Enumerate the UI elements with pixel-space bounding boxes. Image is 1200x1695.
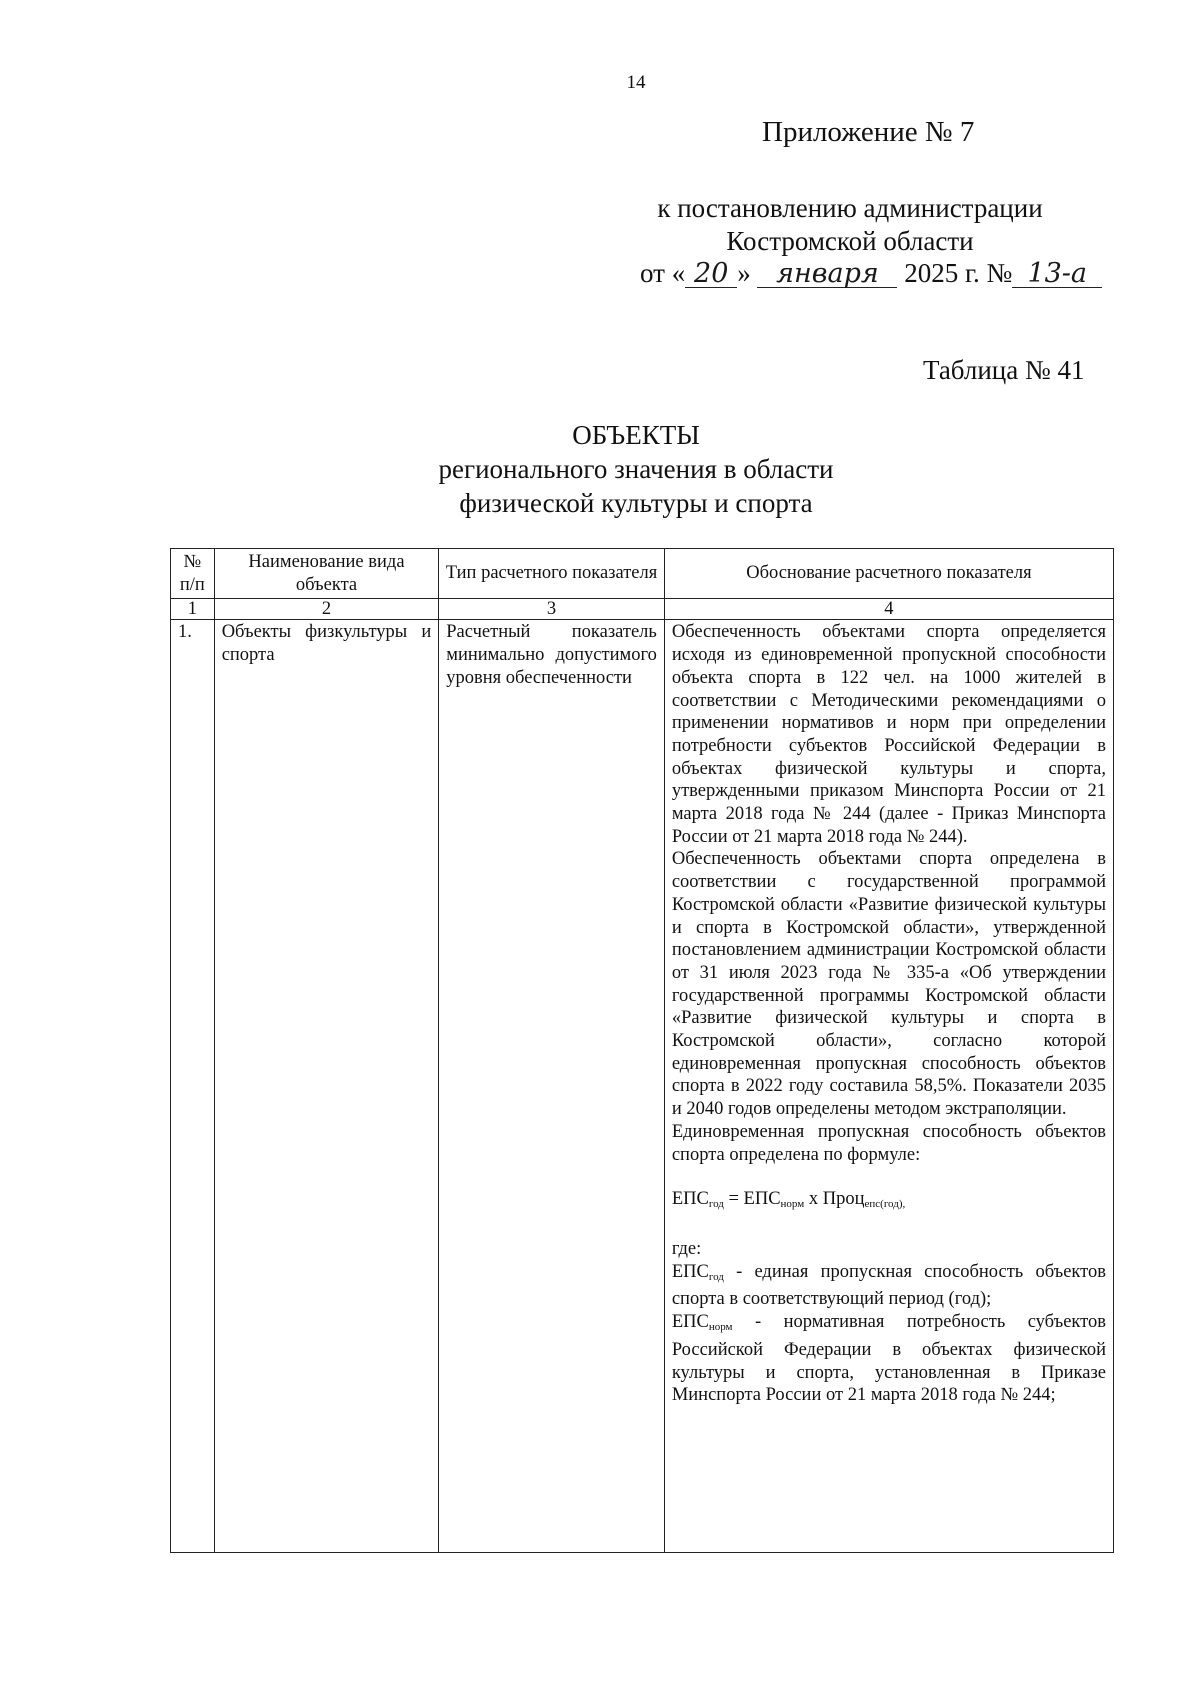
definition-eps-year: $ЕПС_{год}$ - единая пропускная способность объектов спорта в соответствующий период (год); (671, 1261, 1106, 1310)
col-num-4: 4 (664, 599, 1113, 620)
column-number-row (171, 599, 1114, 620)
header-name: Наименование вида объекта (214, 549, 439, 599)
handwritten-number: 13-а (1012, 261, 1102, 288)
object-name-cell (214, 620, 439, 1553)
decree-reference (600, 192, 1100, 258)
decree-date-line (640, 258, 1102, 289)
indicator-type-cell (439, 620, 665, 1553)
header-justification: Обоснование расчетного показателя (664, 549, 1113, 599)
objects-table (170, 548, 1114, 1553)
date-year: 2025 г. № (904, 258, 1013, 288)
annex-title: Приложение № 7 (762, 116, 975, 148)
decree-line-1: к постановлению администрации (657, 193, 1043, 223)
definition-eps-norm: $ЕПС_{норм}$ - нормативная потребность субъектов Российской Федерации в объектах физической культуры и спорта, установленная в Приказе Минспорта России от 21 марта 2018 года № 244; (671, 1312, 1106, 1406)
table-row (171, 620, 1114, 1553)
justification-cell (664, 620, 1113, 1553)
justification-paragraph-1: Обеспеченность объектами спорта определяется исходя из единовременной пропускной способности объекта спорта в 122 чел. на 1000 жителей в соответствии с Методическими рекомендациями о применении нормативов и норм при определении потребности субъектов Российской Федерации в объектах физической культуры и спорта, утвержденными приказом Минспорта России от 21 марта 2018 года № 244 (далее - Приказ Минспорта России от 21 марта 2018 года № 244). (671, 622, 1106, 847)
formula: $ЕПС_{год} = ЕПС_{норм}$ х Проц$_{епс(год),}$ (671, 1189, 906, 1211)
handwritten-day: 20 (685, 261, 737, 288)
justification-paragraph-3: Единовременная пропускная способность объектов спорта определена по формуле: (671, 1121, 1106, 1165)
where-label: где: (671, 1238, 702, 1259)
handwritten-month: января (757, 261, 897, 288)
table-number: Таблица № 41 (923, 355, 1085, 385)
decree-line-2: Костромской области (726, 226, 974, 256)
row-number: 1. (171, 620, 215, 1553)
doc-subtitle-2: физической культуры и спорта (459, 488, 813, 518)
page-number: 14 (626, 72, 646, 93)
object-name: Объекты физкультуры и спорта (221, 622, 432, 666)
table-header-row (171, 549, 1114, 599)
header-number: № п/п (171, 549, 215, 599)
col-num-2: 2 (214, 599, 439, 620)
doc-subtitle-1: регионального значения в области (438, 454, 834, 484)
doc-title: ОБЪЕКТЫ (572, 420, 700, 450)
indicator-type: Расчетный показатель минимально допустимого уровня обеспеченности (446, 622, 657, 688)
justification-paragraph-2: Обеспеченность объектами спорта определена в соответствии с государственной программой Костромской области «Развитие физической культуры и спорта в Костромской области», утвержденной постановлением администрации Костромской области от 31 июля 2023 года № 335-а «Об утверждении государственной программы Костромской области «Развитие физической культуры и спорта в Костромской области», согласно которой единовременная пропускная способность объектов спорта в 2022 году составила 58,5%. Показатели 2035 и 2040 годов определены методом экстраполяции. (671, 849, 1106, 1120)
col-num-1: 1 (171, 599, 215, 620)
header-type: Тип расчетного показателя (439, 549, 665, 599)
date-prefix: от « (640, 258, 686, 288)
date-mid: » (737, 258, 751, 288)
col-num-3: 3 (439, 599, 665, 620)
